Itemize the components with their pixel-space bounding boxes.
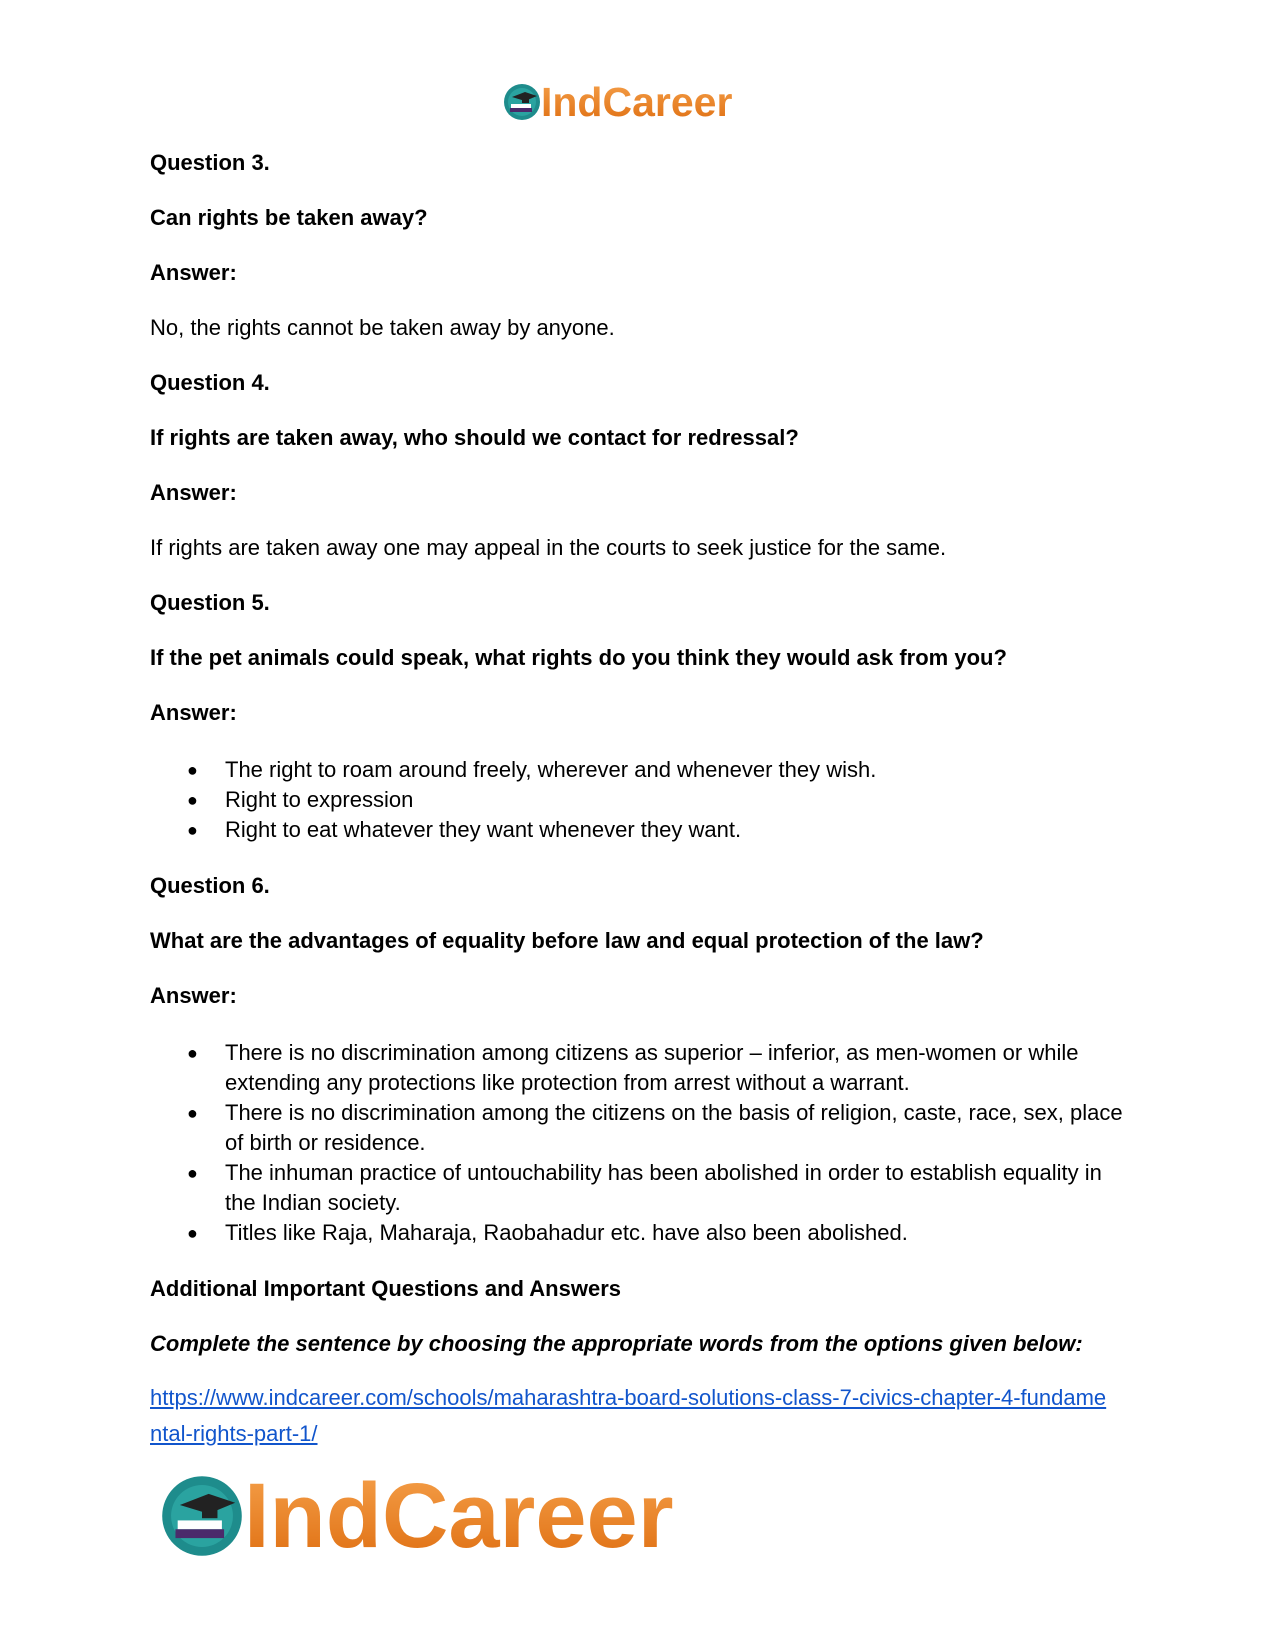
indcareer-logo-large: [160, 1465, 674, 1567]
question-6-answer-list: [150, 1038, 1130, 1248]
question-6-text: What are the advantages of equality before law and equal protection of the law?: [150, 928, 984, 953]
bullet-icon: ●: [187, 790, 198, 810]
question-5-text: If the pet animals could speak, what rights do you think they would ask from you?: [150, 645, 1007, 670]
list-item: [150, 1218, 1130, 1248]
bullet-icon: ●: [187, 1223, 198, 1243]
question-4-answer: If rights are taken away one may appeal in the courts to seek justice for the same.: [150, 535, 947, 560]
question-3-text: Can rights be taken away?: [150, 205, 428, 230]
question-3-answer: No, the rights cannot be taken away by anyone.: [150, 315, 615, 340]
question-5-answer-list: [150, 755, 1130, 845]
list-item: [150, 755, 1130, 785]
list-item-text: There is no discrimination among citizens as superior – inferior, as men-women or while extending any protections like protection from arrest without a warrant.: [225, 1040, 1079, 1095]
bullet-icon: ●: [187, 760, 198, 780]
list-item: [150, 1158, 1130, 1218]
additional-questions-heading: Additional Important Questions and Answers: [150, 1276, 622, 1301]
bullet-icon: ●: [187, 820, 198, 840]
list-item-text: Right to expression: [225, 787, 414, 812]
list-item-text: The right to roam around freely, wherever and whenever they wish.: [225, 757, 877, 782]
question-6-answer-label: Answer:: [150, 983, 237, 1008]
question-6-label: Question 6.: [150, 873, 270, 898]
bullet-icon: ●: [187, 1163, 198, 1183]
indcareer-logo: [503, 80, 732, 124]
list-item-text: The inhuman practice of untouchability has been abolished in order to establish equality in the Indian society.: [225, 1160, 1102, 1215]
graduation-book-icon: [503, 83, 541, 121]
question-5-label: Question 5.: [150, 590, 270, 615]
question-3-label: Question 3.: [150, 150, 270, 175]
question-3-answer-label: Answer:: [150, 260, 237, 285]
list-item: [150, 1038, 1130, 1098]
list-item: [150, 785, 1130, 815]
list-item-text: Right to eat whatever they want whenever they want.: [225, 817, 742, 842]
bullet-icon: ●: [187, 1103, 198, 1123]
graduation-book-icon: [160, 1474, 244, 1558]
question-4-answer-label: Answer:: [150, 480, 237, 505]
question-4-text: If rights are taken away, who should we contact for redressal?: [150, 425, 799, 450]
instruction-text: Complete the sentence by choosing the appropriate words from the options given below:: [150, 1331, 1083, 1356]
logo-text: IndCareer: [541, 79, 733, 125]
source-link[interactable]: https://www.indcareer.com/schools/maharashtra-board-solutions-class-7-civics-chapter-4-fundamental-rights-part-1/: [150, 1385, 1107, 1446]
list-item: [150, 1098, 1130, 1158]
list-item-text: Titles like Raja, Maharaja, Raobahadur etc. have also been abolished.: [225, 1220, 908, 1245]
list-item: [150, 815, 1130, 845]
question-4-label: Question 4.: [150, 370, 270, 395]
main-content: [150, 150, 1130, 1386]
question-5-answer-label: Answer:: [150, 700, 237, 725]
logo-text: IndCareer: [244, 1465, 674, 1567]
list-item-text: There is no discrimination among the citizens on the basis of religion, caste, race, sex, place of birth or residence.: [225, 1100, 1123, 1155]
bullet-icon: ●: [187, 1043, 198, 1063]
